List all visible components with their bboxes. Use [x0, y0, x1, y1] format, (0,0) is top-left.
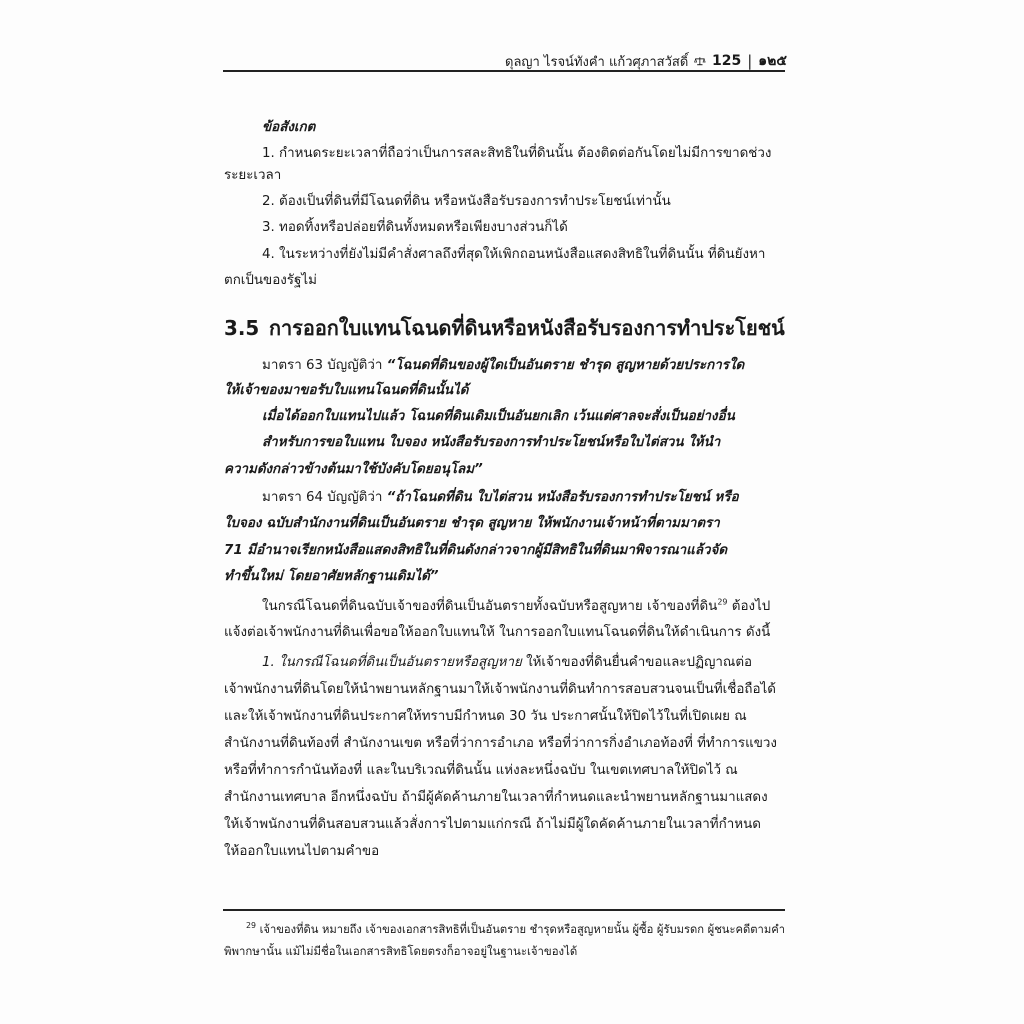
header-authors: ดุลญา ไรจน์ทังคำ แก้วศุภาสวัสดิ์: [505, 54, 689, 70]
section64-quote: ใบจอง ฉบับสำนักงานที่ดินเป็นอันตราย ชำรุด สูญหาย ให้พนักงานเจ้าหน้าที่ตามมาตรา: [224, 516, 720, 531]
section-heading: [224, 312, 785, 345]
observations-title: ข้อสังเกต: [262, 120, 316, 135]
section64-lead: มาตรา 64 บัญญัติว่า: [262, 490, 387, 505]
footnote-text: เจ้าของที่ดิน หมายถึง เจ้าของเอกสารสิทธิที่เป็นอันตราย ชำรุดหรือสูญหายนั้น ผู้ซื้อ ผู้รับมรดก ผู้ชนะคดีตามคำ: [256, 922, 785, 936]
case1-lead: 1. ในกรณีโฉนดที่ดินเป็นอันตรายหรือสูญหาย: [262, 655, 522, 670]
footnote-reference: 29: [717, 597, 728, 607]
section64-quote: 71 มีอำนาจเรียกหนังสือแสดงสิทธิในที่ดินดังกล่าวจากผู้มีสิทธิในที่ดินมาพิจารณาแล้วจัด: [224, 543, 728, 558]
observation-line: 1. กำหนดระยะเวลาที่ถือว่าเป็นการสละสิทธิในที่ดินนั้น ต้องติดต่อกันโดยไม่มีการขาดช่วง: [262, 146, 772, 161]
section63-lead: มาตรา 63 บัญญัติว่า: [262, 358, 387, 373]
case1-line: และให้เจ้าพนักงานที่ดินประกาศให้ทราบมีกำหนด 30 วัน ประกาศนั้นให้ปิดไว้ในที่เปิดเผย ณ: [224, 709, 747, 724]
page-number-arabic: 125: [711, 53, 742, 69]
footnote-number: 29: [246, 921, 257, 931]
body-paragraph-line: [262, 594, 770, 620]
section64-line: [262, 485, 739, 511]
footnote-rule: [223, 909, 785, 911]
case1-text: ให้เจ้าของที่ดินยื่นคำขอและปฏิญาณต่อ: [521, 655, 753, 670]
case1-line: เจ้าพนักงานที่ดินโดยให้นำพยานหลักฐานมาให้เจ้าพนักงานที่ดินทำการสอบสวนจนเป็นที่เชื่อถือได้: [224, 682, 776, 697]
header-rule: [223, 70, 785, 72]
observation-line: 3. ทอดทิ้งหรือปล่อยที่ดินทั้งหมดหรือเพียงบางส่วนก็ได้: [262, 220, 568, 235]
body-text: ในกรณีโฉนดที่ดินฉบับเจ้าของที่ดินเป็นอันตรายทั้งฉบับหรือสูญหาย เจ้าของที่ดิน: [262, 599, 718, 614]
section63-quote: สำหรับการขอใบแทน ใบจอง หนังสือรับรองการทำประโยชน์หรือใบไต่สวน ให้นำ: [262, 435, 721, 450]
observation-line: 4. ในระหว่างที่ยังไม่มีคำสั่งศาลถึงที่สุดให้เพิกถอนหนังสือแสดงสิทธิในที่ดินนั้น ที่ดินยังหา: [262, 247, 766, 262]
case1-line: หรือที่ทำการกำนันท้องที่ และในบริเวณที่ดินนั้น แห่งละหนึ่งฉบับ ในเขตเทศบาลให้ปิดไว้ ณ: [224, 763, 738, 778]
section63-quote: “โฉนดที่ดินของผู้ใดเป็นอันตราย ชำรุด สูญหายด้วยประการใด: [386, 358, 745, 373]
section63-quote: ให้เจ้าของมาขอรับใบแทนโฉนดที่ดินนั้นได้: [224, 383, 469, 398]
section64-quote: “ถ้าโฉนดที่ดิน ใบไต่สวน หนังสือรับรองการทำประโยชน์ หรือ: [386, 490, 739, 505]
observation-line: ตกเป็นของรัฐไม่: [224, 273, 317, 288]
observation-line: ระยะเวลา: [224, 168, 282, 183]
footnote-line: พิพากษานั้น แม้ไม่มีชื่อในเอกสารสิทธิโดยตรงก็อาจอยู่ในฐานะเจ้าของได้: [224, 944, 578, 958]
case1-line: ให้ออกใบแทนไปตามคำขอ: [224, 844, 380, 859]
case1-line: สำนักงานที่ดินท้องที่ สำนักงานเขต หรือที่ว่าการอำเภอ หรือที่ว่าการกิ่งอำเภอท้องที่ ที่ทำการแขวง: [224, 736, 777, 751]
section64-quote: ทำขึ้นใหม่ โดยอาศัยหลักฐานเดิมได้”: [224, 569, 439, 584]
body-paragraph-line: แจ้งต่อเจ้าพนักงานที่ดินเพื่อขอให้ออกใบแทนให้ ในการออกใบแทนโฉนดที่ดินให้ดำเนินการ ดังนี้: [224, 625, 771, 640]
scales-of-justice-icon: [694, 52, 706, 70]
page-number-thai: ๑๒๕: [758, 53, 787, 69]
case1-line: สำนักงานเทศบาล อีกหนึ่งฉบับ ถ้ามีผู้คัดค้านภายในเวลาที่กำหนดและนำพยานหลักฐานมาแสดง: [224, 790, 768, 805]
footnote-line: [246, 919, 785, 939]
body-text: ต้องไป: [727, 599, 771, 614]
section-number: 3.5: [224, 316, 260, 340]
case1-line: [262, 650, 752, 676]
section63-quote: ความดังกล่าวข้างต้นมาใช้บังคับโดยอนุโลม”: [224, 462, 483, 477]
section63-quote: เมื่อได้ออกใบแทนไปแล้ว โฉนดที่ดินเดิมเป็นอันยกเลิก เว้นแต่ศาลจะสั่งเป็นอย่างอื่น: [262, 409, 735, 424]
case1-line: ให้เจ้าพนักงานที่ดินสอบสวนแล้วสั่งการไปตามแก่กรณี ถ้าไม่มีผู้ใดคัดค้านภายในเวลาที่กำหนด: [224, 817, 761, 832]
running-header: [505, 46, 787, 76]
header-separator: |: [747, 52, 753, 70]
section-title: การออกใบแทนโฉนดที่ดินหรือหนังสือรับรองการทำประโยชน์: [268, 316, 785, 340]
section63-line: [262, 353, 744, 379]
observation-line: 2. ต้องเป็นที่ดินที่มีโฉนดที่ดิน หรือหนังสือรับรองการทำประโยชน์เท่านั้น: [262, 194, 671, 209]
